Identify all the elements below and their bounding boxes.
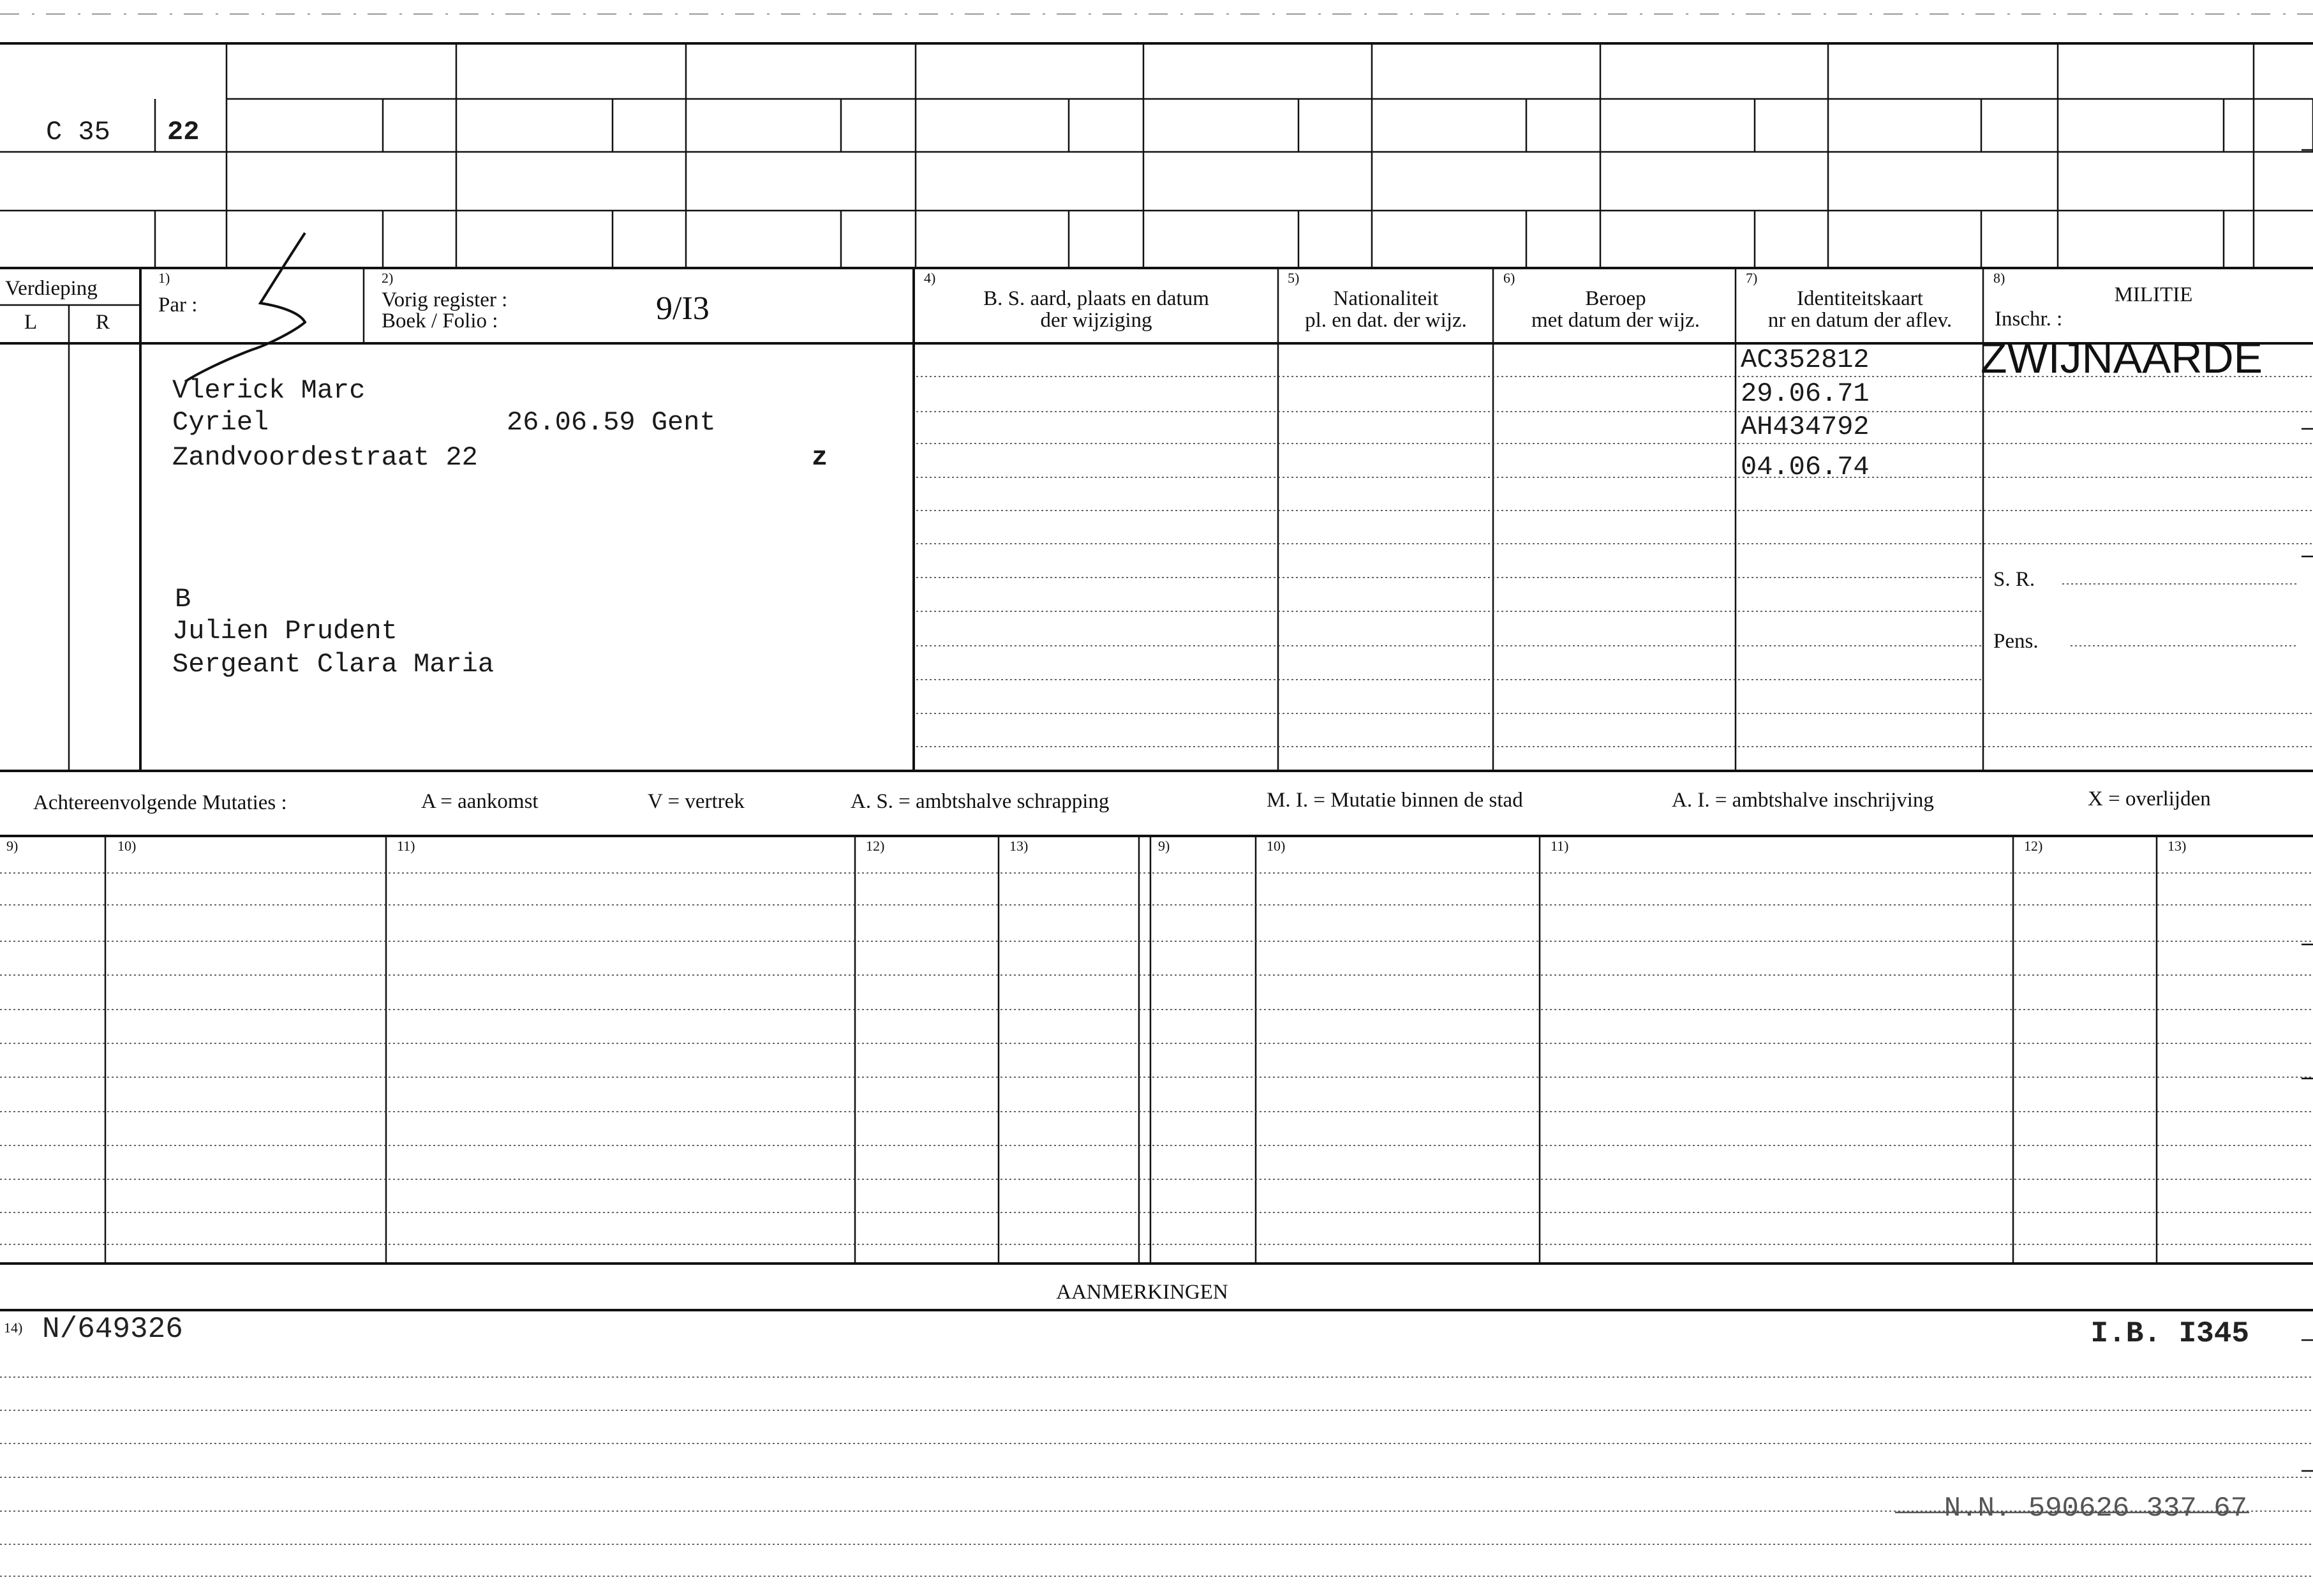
col5-number: 5) (1288, 270, 1300, 286)
mutaties-col-12b: 12) (2024, 838, 2043, 854)
handwritten-signature (185, 233, 305, 382)
col4-header-line2: der wijziging (1040, 309, 1152, 332)
par-label: Par : (158, 294, 198, 317)
identity-card-number: AH434792 (1741, 412, 1870, 442)
header-row (0, 268, 2313, 771)
top-grid (0, 43, 2313, 268)
remark-reference: N/649326 (42, 1313, 183, 1346)
boek-folio-value: 9/I3 (656, 290, 710, 327)
col1-number: 1) (158, 270, 170, 286)
militie-place-stamp: ZWIJNAARDE (1981, 334, 2263, 382)
col5-header-line1: Nationaliteit (1333, 287, 1439, 310)
aanmerkingen-title: AANMERKINGEN (1056, 1281, 1228, 1304)
col6-header-line2: met datum der wijz. (1531, 309, 1700, 332)
mutaties-col-10: 10) (117, 838, 137, 854)
mutaties-col-13b: 13) (2168, 838, 2187, 854)
vorig-register-label: Vorig register : (382, 288, 508, 311)
remark-nn: N.N. 590626 337 67 (1944, 1493, 2247, 1525)
identity-card-date: 04.06.74 (1741, 452, 1870, 482)
col2-number: 2) (382, 270, 394, 286)
pens-label: Pens. (1993, 630, 2039, 653)
person-name-line: Vlerick Marc (172, 375, 366, 406)
mutaties-col-13: 13) (1009, 838, 1029, 854)
mutaties-col-12: 12) (866, 838, 885, 854)
col7-header-line1: Identiteitskaart (1797, 287, 1923, 310)
person-birth: 26.06.59 Gent (507, 407, 716, 438)
legend-aankomst: A = aankomst (421, 790, 539, 813)
aanmerkingen-number: 14) (4, 1320, 23, 1336)
identity-card-number: AC352812 (1741, 345, 1870, 375)
boek-folio-label: Boek / Folio : (382, 310, 498, 332)
card-code: C 35 (46, 117, 110, 147)
card-number: 22 (167, 117, 200, 147)
mutaties-col-11b: 11) (1551, 838, 1569, 854)
identity-card-date: 29.06.71 (1741, 378, 1870, 409)
identity-card-entry (1741, 412, 1870, 482)
col8-number: 8) (1993, 270, 2005, 286)
legend-ambtshalve-schrapping: A. S. = ambtshalve schrapping (851, 790, 1110, 813)
mother-name: Sergeant Clara Maria (172, 649, 495, 680)
col7-header-line2: nr en datum der aflev. (1767, 309, 1952, 332)
ruled-lines-upper (916, 377, 2313, 747)
col4-header-line1: B. S. aard, plaats en datum (983, 287, 1209, 310)
verdieping-l-label: L (24, 311, 38, 334)
verdieping-label: Verdieping (5, 277, 98, 300)
col6-number: 6) (1503, 270, 1515, 286)
mutaties-col-9: 9) (6, 838, 19, 854)
inschr-label: Inschr. : (1995, 308, 2063, 331)
militie-label: MILITIE (2114, 283, 2193, 306)
ruled-lines-mutaties (0, 873, 2313, 1244)
person-first-name: Cyriel (172, 407, 269, 438)
col5-header-line2: pl. en dat. der wijz. (1305, 309, 1467, 332)
col6-header-line1: Beroep (1585, 287, 1646, 310)
legend-vertrek: V = vertrek (648, 790, 745, 813)
sr-label: S. R. (1993, 568, 2035, 591)
verdieping-r-label: R (96, 311, 110, 334)
mutaties-col-10b: 10) (1267, 838, 1286, 854)
father-name: Julien Prudent (172, 616, 398, 646)
legend-mutatie-binnen: M. I. = Mutatie binnen de stad (1267, 789, 1523, 812)
parents-code: B (175, 584, 191, 615)
col7-number: 7) (1746, 270, 1758, 286)
mutaties-columns (105, 836, 2157, 1264)
legend-ambtshalve-inschrijving: A. I. = ambtshalve inschrijving (1672, 789, 1934, 812)
legend-overlijden: X = overlijden (2088, 787, 2211, 810)
remark-ib: I.B. I345 (2090, 1317, 2249, 1350)
col4-number: 4) (924, 270, 936, 286)
address-mark: z (812, 442, 828, 473)
mutaties-col-11: 11) (397, 838, 415, 854)
edge-ticks (2302, 150, 2313, 1471)
ruled-lines-aanmerkingen (0, 1377, 2313, 1576)
mutaties-col-9b: 9) (1158, 838, 1170, 854)
person-address: Zandvoordestraat 22 (172, 442, 478, 473)
mutaties-title: Achtereenvolgende Mutaties : (33, 791, 287, 814)
